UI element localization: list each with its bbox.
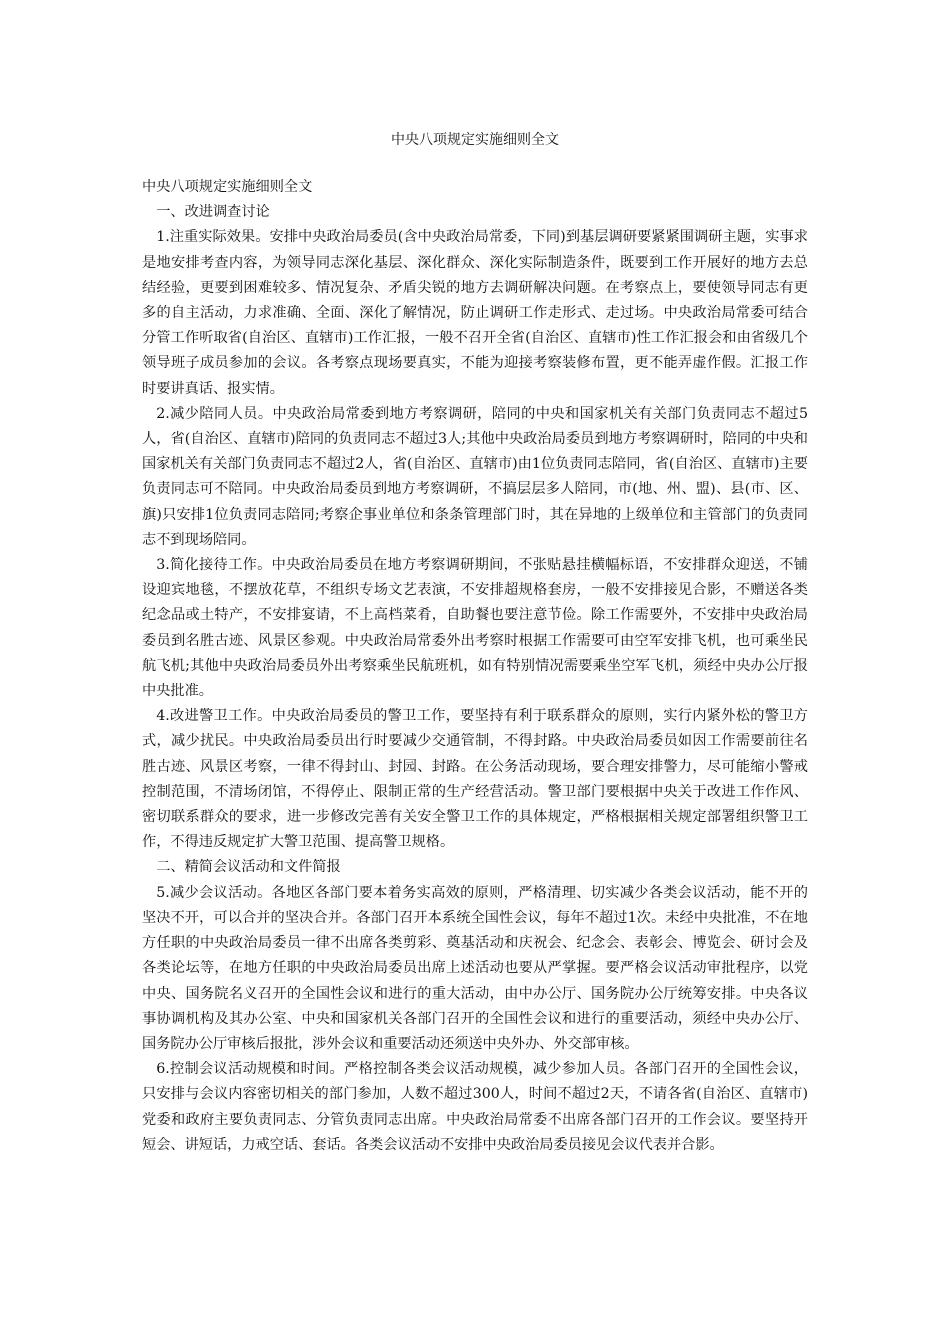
paragraph-2: 2.减少陪同人员。中央政治局常委到地方考察调研，陪同的中央和国家机关有关部门负责同志不超过5人，省(自治区、直辖市)陪同的负责同志不超过3人;其他中央政治局委员到地方考察调研时，陪同的中央和国家机关有关部门负责同志不超过2人，省(自治区、直辖市)由1位负责同志陪同，省(自治区、直辖市)主要负责同志可不陪同。中央政治局委员到地方考察调研，不搞层层多人陪同，市(地、州、盟)、县(市、区、旗)只安排1位负责同志陪同;考察企事业单位和条条管理部门时，其在异地的上级单位和主管部门的负责同志不到现场陪同。 [142, 405, 808, 548]
section-heading-1: 一、改进调查讨论 [156, 204, 270, 221]
document-title: 中央八项规定实施细则全文 [391, 132, 559, 148]
section-heading-2: 二、精简会议活动和文件简报 [156, 859, 341, 876]
paragraph-6: 6.控制会议活动规模和时间。严格控制各类会议活动规模，减少参加人员。各部门召开的全国性会议，只安排与会议内容密切相关的部门参加，人数不超过300人，时间不超过2天，不请各省(自治区、直辖市)党委和政府主要负责同志、分管负责同志出席。中央政治局常委不出席各部门召开的工作会议。要坚持开短会、讲短话，力戒空话、套话。各类会议活动不安排中央政治局委员接见会议代表并合影。 [142, 1061, 808, 1153]
paragraph-3: 3.简化接待工作。中央政治局委员在地方考察调研期间，不张贴悬挂横幅标语，不安排群众迎送，不铺设迎宾地毯，不摆放花草，不组织专场文艺表演，不安排超规格套房，一般不安排接见合影，不赠送各类纪念品或土特产，不安排宴请，不上高档菜肴，自助餐也要注意节俭。除工作需要外，不安排中央政治局委员到名胜古迹、风景区参观。中央政治局常委外出考察时根据工作需要可由空军安排飞机，也可乘坐民航飞机;其他中央政治局委员外出考察乘坐民航班机，如有特别情况需要乘坐空军飞机，须经中央办公厅报中央批准。 [142, 557, 808, 700]
document-subtitle: 中央八项规定实施细则全文 [142, 179, 313, 195]
paragraph-5: 5.减少会议活动。各地区各部门要本着务实高效的原则，严格清理、切实减少各类会议活动，能不开的坚决不开，可以合并的坚决合并。各部门召开本系统全国性会议，每年不超过1次。未经中央批准，不在地方任职的中央政治局委员一律不出席各类剪彩、奠基活动和庆祝会、纪念会、表彰会、博览会、研讨会及各类论坛等，在地方任职的中央政治局委员出席上述活动也要从严掌握。要严格会议活动审批程序，以党中央、国务院名义召开的全国性会议和进行的重大活动，由中办公厅、国务院办公厅统筹安排。中央各议事协调机构及其办公室、中央和国家机关各部门召开的全国性会议和进行的重要活动，须经中央办公厅、国务院办公厅审核后报批，涉外会议和重要活动还须送中央外办、外交部审核。 [142, 884, 808, 1052]
paragraph-1: 1.注重实际效果。安排中央政治局委员(含中央政治局常委，下同)到基层调研要紧紧围调研主题，实事求是地安排考查内容，为领导同志深化基层、深化群众、深化实际制造条件，既要到工作开展好的地方去总结经验，更要到困难较多、情况复杂、矛盾尖锐的地方去调研解决问题。在考察点上，要使领导同志有更多的自主活动，力求准确、全面、深化了解情况，防止调研工作走形式、走过场。中央政治局常委可结合分管工作听取省(自治区、直辖市)工作汇报，一般不召开全省(自治区、直辖市)性工作汇报会和由省级几个领导班子成员参加的会议。各考察点现场要真实，不能为迎接考察装修布置，更不能弄虚作假。汇报工作时要讲真话、报实情。 [142, 229, 808, 397]
paragraph-4: 4.改进警卫工作。中央政治局委员的警卫工作，要坚持有利于联系群众的原则，实行内紧外松的警卫方式，减少扰民。中央政治局委员出行时要减少交通管制，不得封路。中央政治局委员如因工作需要前往名胜古迹、风景区考察，一律不得封山、封园、封路。在公务活动现场，要合理安排警力，尽可能缩小警戒控制范围，不清场闭馆，不得停止、限制正常的生产经营活动。警卫部门要根据中央关于改进工作作风、密切联系群众的要求，进一步修改完善有关安全警卫工作的具体规定，严格根据相关规定部署组织警卫工作，不得违反规定扩大警卫范围、提高警卫规格。 [142, 708, 808, 851]
document-body [142, 175, 808, 1158]
